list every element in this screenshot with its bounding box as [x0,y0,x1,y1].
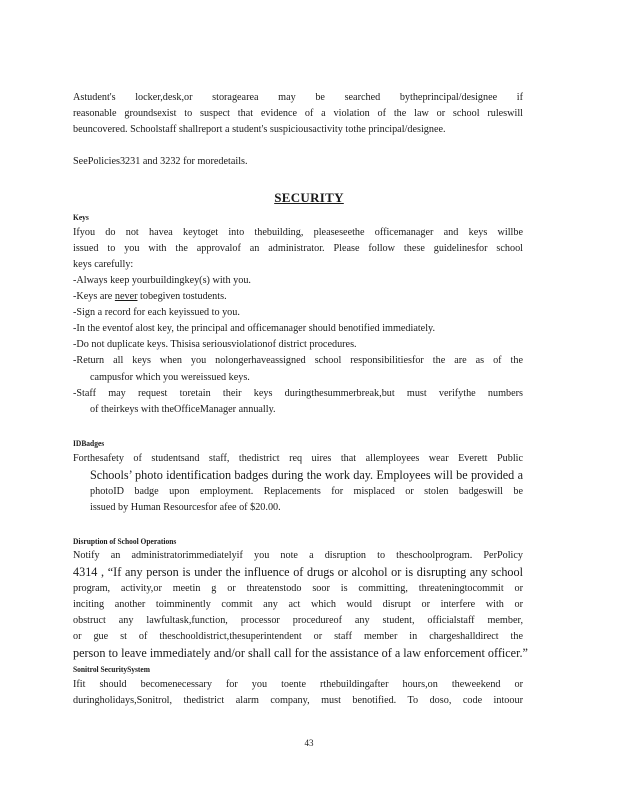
keys-item-2 [73,291,523,303]
keys-item-2-before: -Keys are [73,291,113,302]
keys-item-4: -In the eventof alost key, the principal and officemanager should benotified immediately. [73,323,436,334]
keys-item-3: -Sign a record for each keyissued to you. [73,307,240,318]
disruption-line-7: person to leave immediately and/or shall call for the assistance of a law enforcement officer.” [73,646,528,660]
sonitrol-line-2: duringholidays,Sonitrol, thedistrict alarm company, must benotified. To doso, code intoour [73,695,523,706]
keys-item-7-line-2: of theirkeys with theOfficeManager annually. [90,404,276,415]
disruption-line-1: Notify an administratorimmediatelyif you note a disruption to theschoolprogram. PerPolicy [73,550,523,561]
disruption-heading: Disruption of School Operations [73,536,177,546]
keys-intro-line-1: Ifyou do not havea keytoget into thebuilding, pleaseseethe officemanager and keys willbe [73,227,523,238]
id-badges-heading: IDBadges [73,438,105,448]
disruption-line-5: obstruct any lawfultask,function, processor procedureof any student, officialstaff member, [73,615,523,626]
disruption-line-6: or gue st of theschooldistrict,thesuperintendent or staff member in chargeshalldirect the [73,631,523,642]
keys-item-2-after: tobegiven tostudents. [140,291,227,302]
intro-line-1: Astudent's locker,desk,or storagearea may be searched bytheprincipal/designee if [73,92,523,103]
disruption-line-2: 4314 , “If any person is under the influence of drugs or alcohol or is disrupting any school [73,565,523,579]
keys-item-7-line-1: -Staff may request toretain their keys duringthesummerbreak,but must verifythe numbers [73,388,523,399]
disruption-line-3: program, activity,or meetin g or threatenstodo soor is committing, threateningtocommit or [73,583,523,594]
keys-item-6-line-1: -Return all keys when you nolongerhaveassigned school responsibilitiesfor the are as of the [73,355,523,366]
keys-item-2-never: never [114,291,138,302]
keys-item-6-line-2: campusfor which you wereissued keys. [90,372,250,383]
id-badges-line-4: issued by Human Resourcesfor afee of $20.00. [90,502,281,513]
keys-intro-line-3: keys carefully: [73,259,134,270]
keys-intro-line-2: issued to you with the approvalof an administrator. Please follow these guidelinesfor school [73,243,523,254]
id-badges-line-3: photoID badge upon employment. Replacements for misplaced or stolen badgeswill be [90,486,523,497]
page-number: 43 [304,738,314,748]
security-title: SECURITY [274,190,344,205]
intro-line-2: reasonable groundsexist to suspect that evidence of a violation of the law or school ruleswill [73,108,523,119]
disruption-line-4: inciting another toimminently commit any act which would disrupt or interfere with or [73,599,523,610]
sonitrol-line-1: Ifit should becomenecessary for you toente rthebuildingafter hours,on theweekend or [73,679,523,690]
sonitrol-heading: Sonitrol SecuritySystem [73,664,150,674]
keys-heading: Keys [73,212,89,222]
intro-line-3: beuncovered. Schoolstaff shallreport a student's suspiciousactivity tothe principal/designee. [73,124,446,135]
keys-item-1: -Always keep yourbuildingkey(s) with you. [73,275,251,286]
id-badges-line-2: Schools’ photo identification badges during the work day. Employees will be provided a [90,468,523,482]
see-policies-text: SeePolicies3231 and 3232 for moredetails. [73,156,248,167]
id-badges-line-1: Forthesafety of studentsand staff, thedistrict req uires that allemployees wear Everett Public [73,453,523,464]
keys-item-5: -Do not duplicate keys. Thisisa seriousviolationof district procedures. [73,339,357,350]
